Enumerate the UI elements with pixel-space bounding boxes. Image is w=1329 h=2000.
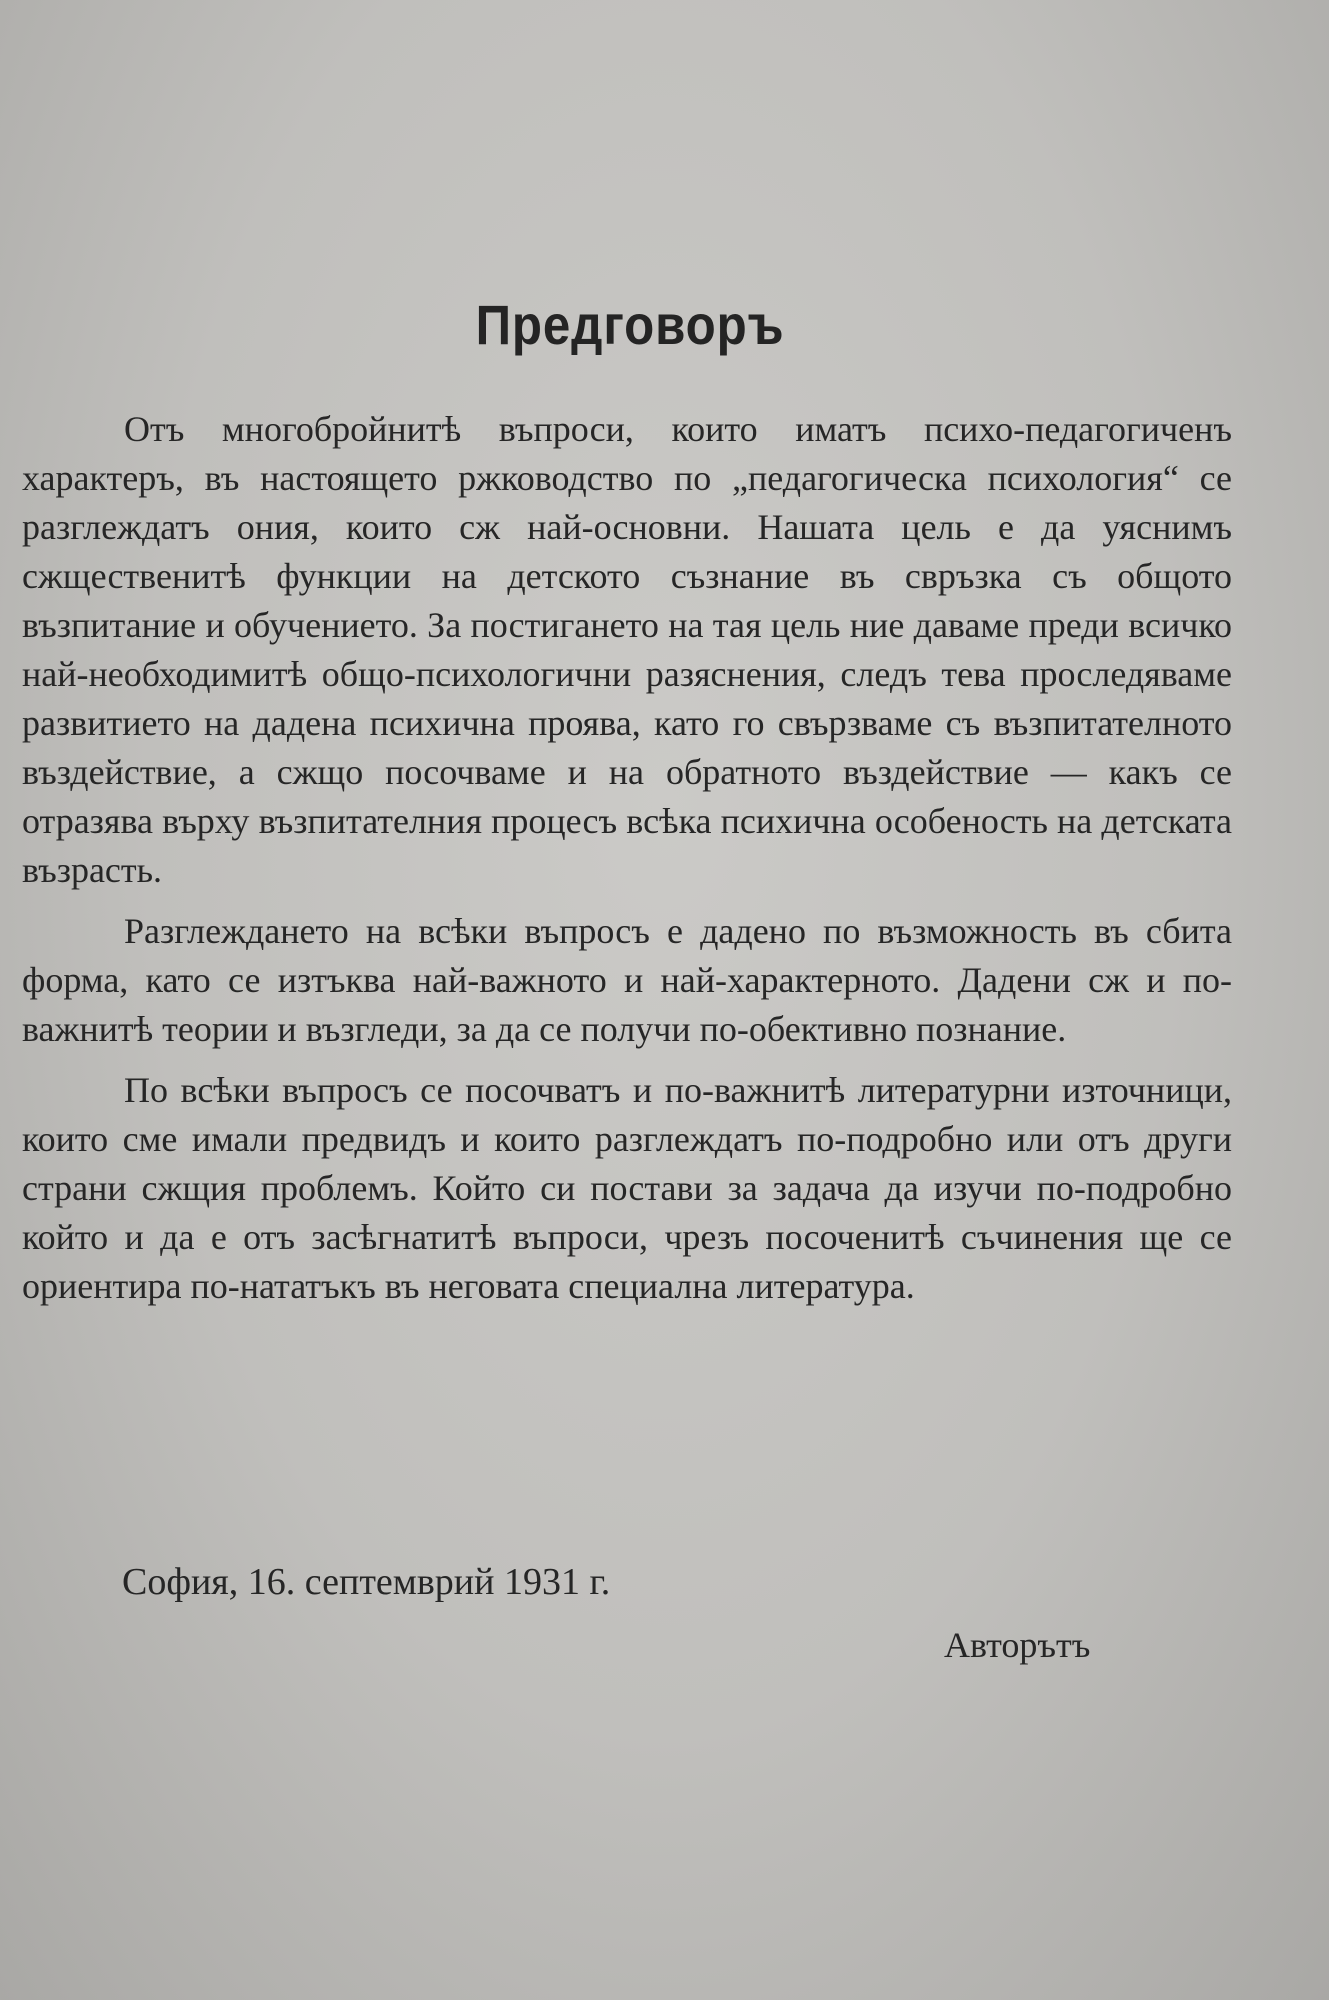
paragraph-1: Отъ многобройнитѣ въпроси, които иматъ психо-педагогиченъ характеръ, въ настоящето ржководство по „педагогическа психология“ се разглеждатъ ония, които сж най-основни. Нашата цель е да уяснимъ сжщественитѣ функции на детското съзнание въ свръзка съ общото възпитание и обучението. За постигането на тая цель ние даваме преди всичко най-необходимитѣ общо-психологични разяснения, следъ тева проследяваме развитието на дадена психична проява, като го свързваме съ възпитателното въздействие, а сжщо посочваме и на обратното въздействие — какъ се отразява върху възпитателния процесъ всѣка психична особеность на детската възрасть. — [22, 409, 1232, 890]
preface-body — [22, 405, 1232, 1323]
paragraph-2: Разглеждането на всѣки въпросъ е дадено по възможность въ сбита форма, като се изтъква най-важното и най-характерното. Дадени сж и по-важнитѣ теории и възгледи, за да се получи по-обективно познание. — [22, 911, 1232, 1049]
page-title: Предговоръ — [475, 293, 785, 356]
date-line: София, 16. септемврий 1931 г. — [122, 1561, 611, 1603]
paragraph-3: По всѣки въпросъ се посочватъ и по-важнитѣ литературни източници, които сме имали предвидъ и които разглеждатъ по-подробно или отъ други страни сжщия проблемъ. Който си постави за задача да изучи по-подробно който и да е отъ засѣгнатитѣ въпроси, чрезъ посоченитѣ съчинения ще се ориентира по-нататъкъ въ неговата специална литература. — [22, 1070, 1232, 1306]
author-signature: Авторътъ — [944, 1625, 1091, 1665]
